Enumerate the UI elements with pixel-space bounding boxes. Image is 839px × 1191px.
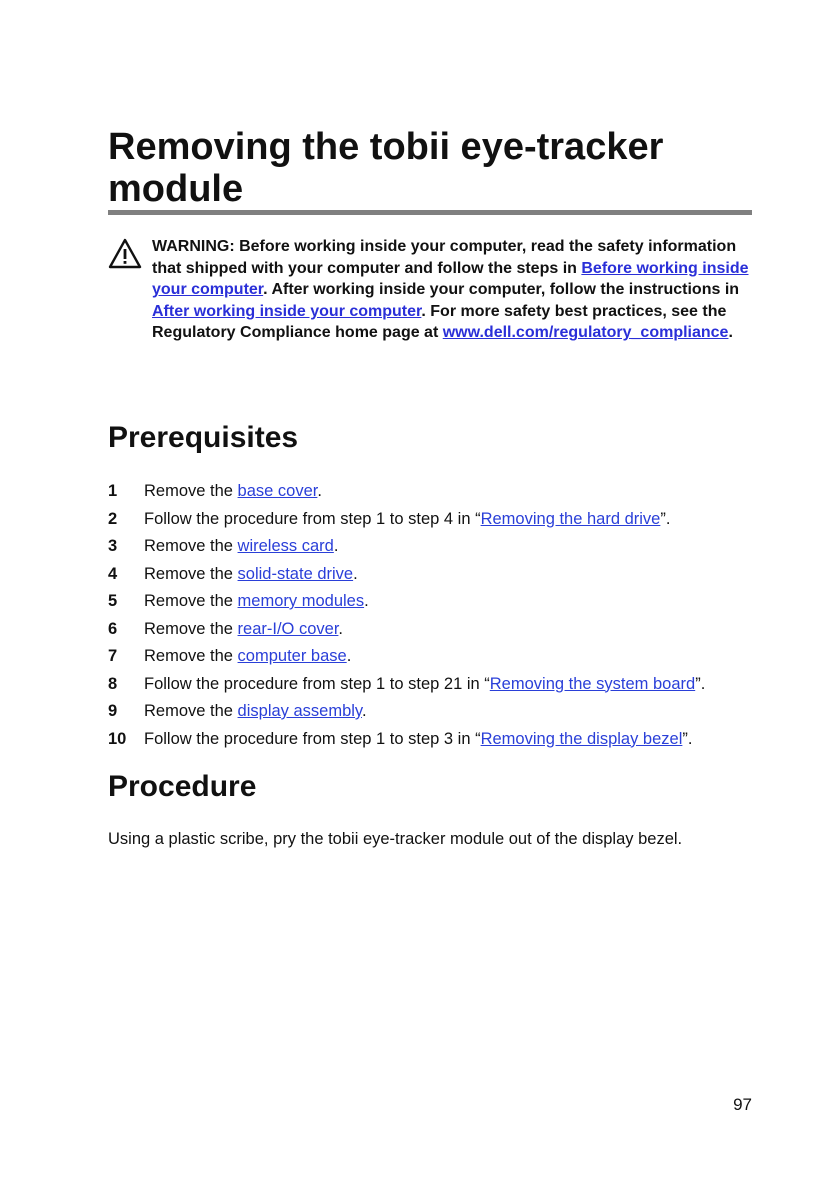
before-working-link[interactable]: Before working inside your computer: [152, 259, 749, 299]
step-text: Remove the memory modules.: [144, 592, 369, 610]
display-assembly-link[interactable]: display assembly: [237, 702, 362, 720]
list-item: [108, 480, 768, 508]
prerequisites-heading: Prerequisites: [108, 421, 299, 454]
step-number: 6: [108, 619, 118, 638]
warning-text-part: .: [728, 324, 733, 342]
step-number: 3: [108, 537, 118, 555]
list-item: [108, 563, 768, 591]
warning-text-part: Before working inside your computer, read the safety information that shipped with your computer and follow the steps in: [152, 238, 737, 277]
step-number: 4: [108, 564, 118, 583]
warning-text: [152, 236, 752, 344]
procedure-heading: Procedure: [108, 770, 257, 803]
warning-label: WARNING:: [152, 238, 235, 255]
page-number: 97: [733, 1095, 752, 1114]
step-number: 8: [108, 674, 118, 693]
step-text: Follow the procedure from step 1 to step 3 in “Removing the display bezel”.: [144, 729, 693, 748]
base-cover-link[interactable]: base cover: [237, 482, 318, 500]
step-text: Follow the procedure from step 1 to step 4 in “Removing the hard drive”.: [144, 509, 671, 528]
removing-display-bezel-link[interactable]: Removing the display bezel: [480, 729, 683, 748]
rear-io-cover-link[interactable]: rear-I/O cover: [237, 619, 339, 638]
step-number: 1: [108, 482, 118, 500]
list-item: [108, 590, 768, 618]
step-number: 7: [108, 647, 118, 665]
solid-state-drive-link[interactable]: solid-state drive: [237, 564, 354, 583]
step-number: 10: [108, 729, 127, 748]
list-item: [108, 728, 768, 756]
list-item: [108, 508, 768, 536]
step-number: 2: [108, 509, 118, 528]
regulatory-compliance-link[interactable]: www.dell.com/regulatory_compliance: [442, 324, 729, 342]
wireless-card-link[interactable]: wireless card: [237, 537, 334, 555]
step-number: 9: [108, 702, 118, 720]
list-item: [108, 535, 768, 563]
step-text: Remove the base cover.: [144, 482, 322, 500]
memory-modules-link[interactable]: memory modules: [237, 592, 365, 610]
step-text: Remove the solid-state drive.: [144, 564, 358, 583]
procedure-text: Using a plastic scribe, pry the tobii eye-tracker module out of the display bezel.: [108, 830, 683, 848]
step-text: Remove the rear-I/O cover.: [144, 619, 344, 638]
prerequisites-list: [108, 480, 768, 755]
step-text: Remove the wireless card.: [144, 537, 339, 555]
warning-text-part: . After working inside your computer, follow the instructions in: [263, 281, 740, 299]
removing-system-board-link[interactable]: Removing the system board: [489, 674, 696, 693]
computer-base-link[interactable]: computer base: [237, 647, 347, 665]
removing-hard-drive-link[interactable]: Removing the hard drive: [480, 509, 661, 528]
step-text: Follow the procedure from step 1 to step 21 in “Removing the system board”.: [144, 674, 706, 693]
title-divider: [108, 210, 752, 215]
list-item: [108, 618, 768, 646]
step-number: 5: [108, 592, 118, 610]
warning-triangle-icon: [108, 238, 142, 270]
step-text: Remove the computer base.: [144, 647, 352, 665]
warning-text-part: . For more safety best practices, see the Regulatory Compliance home page at: [152, 302, 727, 342]
list-item: [108, 700, 768, 728]
list-item: [108, 645, 768, 673]
step-text: Remove the display assembly.: [144, 702, 367, 720]
after-working-link[interactable]: After working inside your computer: [152, 302, 422, 320]
list-item: [108, 673, 768, 701]
page-title: Removing the tobii eye-tracker module: [108, 126, 664, 210]
